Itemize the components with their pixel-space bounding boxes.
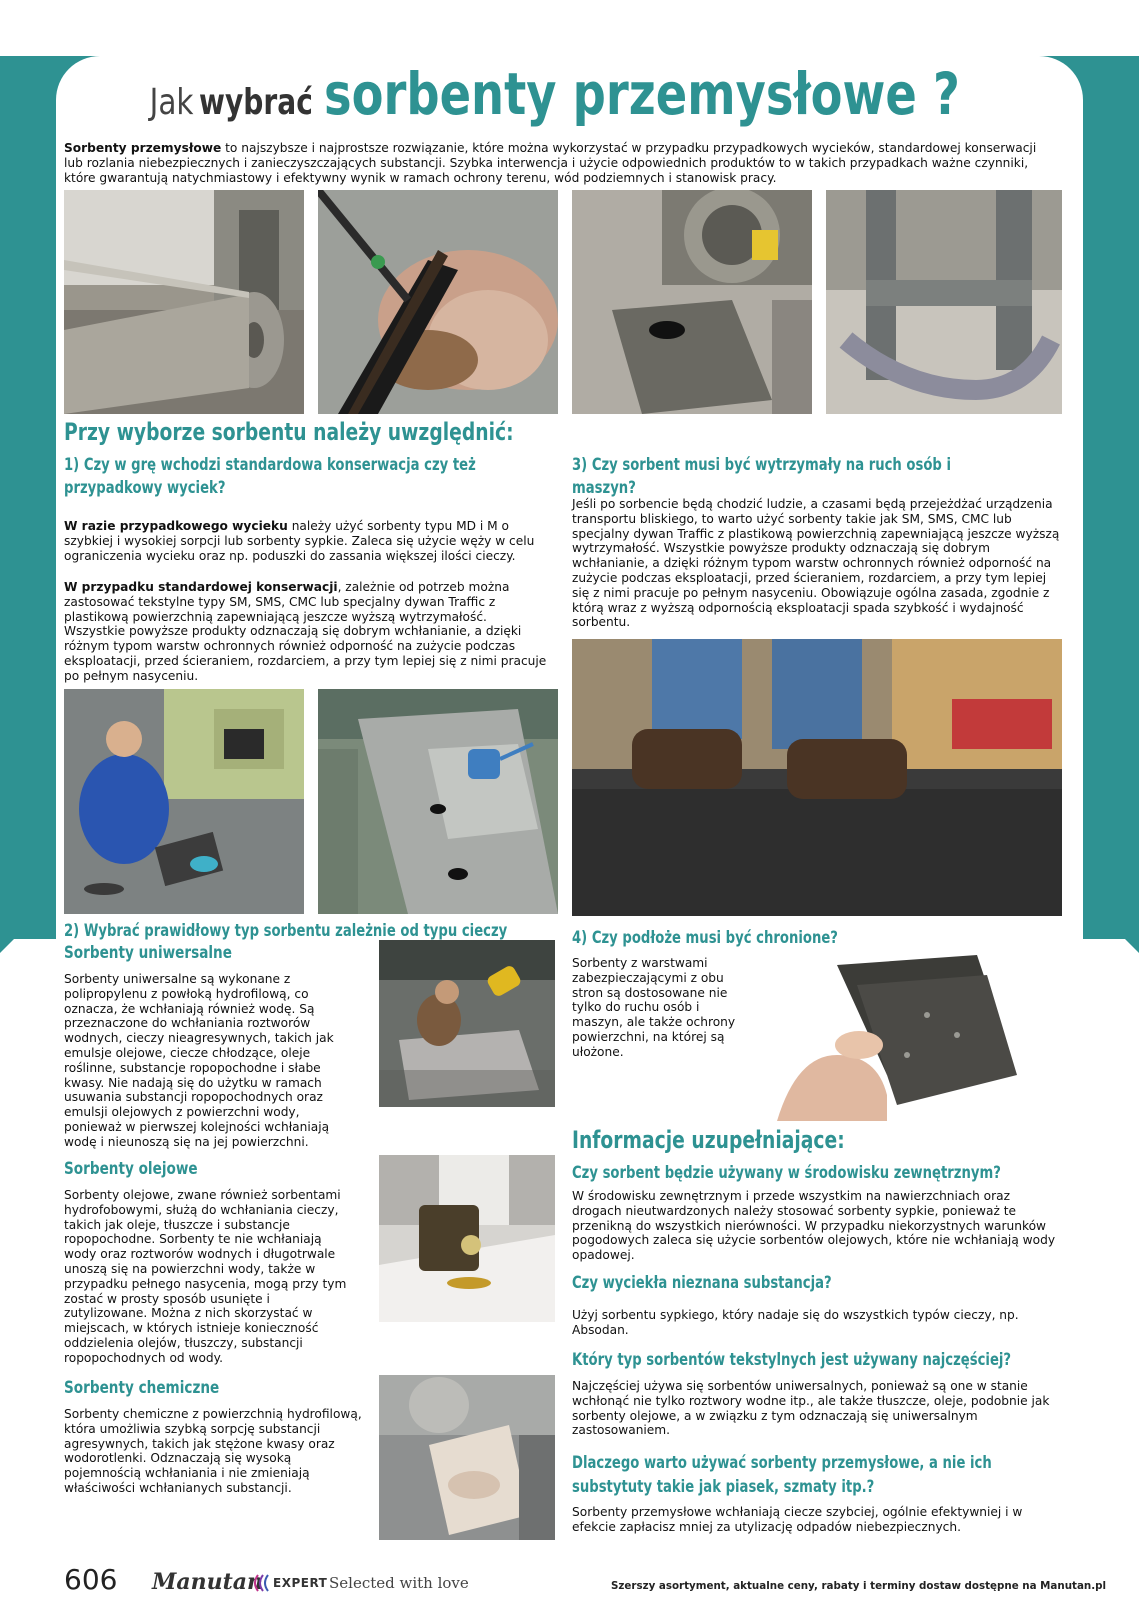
footer-info-text: Szerszy asortyment, aktualne ceny, rabaty i terminy dostaw dostępne na xyxy=(611,1580,1041,1592)
photo-oil-sorbent xyxy=(379,1155,555,1322)
page-number: 606 xyxy=(64,1563,118,1596)
title-part-1: Jak xyxy=(149,82,194,123)
title-part-2: wybrać xyxy=(198,82,313,123)
q2-heading: 2) Wybrać prawidłowy typ sorbentu zależnie od typu cieczy xyxy=(64,921,508,940)
photo-worker-cleaning xyxy=(64,689,304,914)
brand-expert-label: EXPERT xyxy=(273,1576,328,1590)
brand-waves-icon xyxy=(253,1573,273,1597)
footer-link[interactable]: Manutan.pl xyxy=(1040,1580,1107,1592)
intro-text: to najszybsze i najprostsze rozwiązanie, które można wykorzystać w przypadku przypadkowych wycieków, standardowej konserwacji lub rozlania niebezpiecznych i zanieczyszczających substancji. Szybka interwencja i użycie odpowiednich produktów to w takich przypadkach ważne czynniki, które gwarantują natychmiastowy i efektywny wynik w ramach ochrony terenu, wód podziemnych i stanowisk pracy. xyxy=(64,141,1037,185)
chemical-paragraph: Sorbenty chemiczne z powierzchnią hydrofilową, która umożliwia szybką sorpcję substancji agresywnych, takich jak stężone kwasy oraz wodorotlenki. Odznaczają się wysoką pojemnością wchłaniania i nie zmieniają właściwości wchłanianych substancji. xyxy=(64,1407,362,1495)
info-question-4-line-1: Dlaczego warto używać sorbenty przemysłowe, a nie ich xyxy=(572,1453,992,1472)
q1-paragraph-1 xyxy=(64,519,559,563)
q1-heading: 1) Czy w grę wchodzi standardowa konserwacja czy też przypadkowy wyciek? xyxy=(64,455,476,497)
photo-hand-holding-sorbent xyxy=(777,955,1025,1121)
q1-p2-lead: W przypadku standardowej konserwacji xyxy=(64,580,338,594)
q1-p1-lead: W razie przypadkowego wycieku xyxy=(64,519,288,533)
section-heading: Przy wyborze sorbentu należy uwzględnić: xyxy=(64,418,514,446)
q1-p1-text: należy użyć sorbenty typu MD i M o szybkiej i wysokiej sorpcji lub sorbenty sypkie. Zaleca się użycie węży w celu ograniczenia wycieku oraz np. poduszki do zassania większej ilości cieczy. xyxy=(64,519,535,563)
info-question-4-line-2: substytuty takie jak piasek, szmaty itp.? xyxy=(572,1477,875,1496)
q3-heading: 3) Czy sorbent musi być wytrzymały na ruch osób i maszyn? xyxy=(572,455,951,497)
brand-logo: Manutan xyxy=(152,1569,264,1595)
intro-paragraph xyxy=(64,141,1049,186)
q4-paragraph: Sorbenty z warstwami zabezpieczającymi z obu stron są dostosowane nie tylko do ruchu osób i maszyn, ale także ochrony powierzchni, na której są ułożone. xyxy=(572,956,736,1059)
photo-boots-on-mat xyxy=(572,639,1062,916)
intro-lead: Sorbenty przemysłowe xyxy=(64,141,222,155)
info-answer-1: W środowisku zewnętrznym i przede wszystkim na nawierzchniach oraz drogach nieutwardzonych należy stosować sorbenty sypkie, ponieważ te przenikną do wszystkich nierówności. W przypadku niekorzystnych warunków pogodowych zaleca się użycie sorbentów olejowych, które nie wchłaniają wody opadowej. xyxy=(572,1189,1056,1263)
photo-sorbent-roll xyxy=(64,190,304,414)
title-part-3: sorbenty przemysłowe ? xyxy=(323,60,960,128)
page-title xyxy=(56,60,1083,138)
photo-sock-around-machine xyxy=(826,190,1062,414)
q1-paragraph-2 xyxy=(64,580,549,684)
universal-paragraph: Sorbenty uniwersalne są wykonane z polipropylenu z powłoką hydrofilową, co oznacza, że wchłaniają również wodę. Są przeznaczone do wchłaniania roztworów wodnych, cieczy nieagresywnych, takich jak emulsje olejowe, ciecze chłodzące, oleje roślinne, substancje ropopochodne i słabe kwasy. Nie nadają się do użytku w ramach usuwania substancji ropopochodnych oraz emulsji olejowych z powierzchni wody, ponieważ w pierwszej kolejności wchłaniają wodę i nieunoszą się na jej powierzchni. xyxy=(64,972,334,1149)
q1-p2-text: , zależnie od potrzeb można zastosować tekstylne typy SM, SMS, CMC lub specjalny dywan Traffic z plastikową powierzchnią zapewniającą jeszcze wyższą wytrzymałość. Wszystkie powyższe produkty odznaczają się dobrym wchłanianie, a dzięki różnym typom warstw ochronnych również odporność na zużycie podczas eksploatacji, przed ścieraniem, rozdarciem, a przy tym lepiej się z nimi pracuje po pełnym nasyceniu. xyxy=(64,580,547,683)
info-question-3: Który typ sorbentów tekstylnych jest używany najczęściej? xyxy=(572,1350,1012,1369)
info-question-1: Czy sorbent będzie używany w środowisku zewnętrznym? xyxy=(572,1163,1001,1182)
photo-broom-granules xyxy=(318,190,558,414)
info-answer-2: Użyj sorbentu sypkiego, który nadaje się do wszystkich typów cieczy, np. Absodan. xyxy=(572,1308,1019,1337)
info-answer-3: Najczęściej używa się sorbentów uniwersalnych, ponieważ są one w stanie wchłonąć nie tylko roztwory wodne itp., ale także tłuszcze, oleje, podobnie jak sorbenty olejowe, a w związku z tym odznaczają się uniwersalnym zastosowaniem. xyxy=(572,1379,1050,1438)
info-answer-4: Sorbenty przemysłowe wchłaniają ciecze szybciej, ogólnie efektywniej i w efekcie zapłacisz mniej za utylizację odpadów niebezpiecznych. xyxy=(572,1505,1023,1534)
oil-paragraph: Sorbenty olejowe, zwane również sorbentami hydrofobowymi, służą do wchłaniania cieczy, takich jak oleje, tłuszcze i substancje ropopochodne. Sorbenty te nie wchłaniają wody oraz roztworów wodnych i długotrwale unoszą się na powierzchni wody, także w przypadku pełnego nasycenia, mogą przy tym zostać w prosty sposób usunięte i zutylizowane. Można z nich skorzystać w miejscach, w których istnieje konieczność oddzielenia olejów, tłuszczy, substancji ropopochodnych od wody. xyxy=(64,1188,347,1365)
universal-heading: Sorbenty uniwersalne xyxy=(64,943,232,963)
info-question-2: Czy wyciekła nieznana substancja? xyxy=(572,1273,832,1292)
brand-slogan: Selected with love xyxy=(329,1574,469,1592)
left-corner-accent xyxy=(0,891,62,953)
right-corner-accent xyxy=(1077,891,1139,953)
photo-machine-mat xyxy=(572,190,812,414)
footer-info xyxy=(611,1580,1106,1592)
oil-heading: Sorbenty olejowe xyxy=(64,1159,198,1179)
chemical-heading: Sorbenty chemiczne xyxy=(64,1378,220,1398)
q3-paragraph: Jeśli po sorbencie będą chodzić ludzie, a czasami będą przejeżdżać urządzenia transportu bliskiego, to warto użyć sorbenty takie jak SM, SMS, CMC lub specjalny dywan Traffic z plastikową powierzchnią zapewniającą jeszcze wyższą wytrzymałość. Wszystkie powyższe produkty odznaczają się dobrym wchłanianie, a dzięki różnym typom warstw ochronnych również odporność na zużycie podczas eksploatacji, przed ścieraniem, rozdarciem, a przy tym lepiej się z nimi pracuje po pełnym nasyceniu. Obowiązuje ogólna zasada, zgodnie z którą wraz z wyższą odpornością eksploatacji spada szybkość i wydajność sorbentu. xyxy=(572,497,1060,630)
photo-universal-sorbent xyxy=(379,940,555,1107)
photo-chemical-sorbent xyxy=(379,1375,555,1540)
q4-heading: 4) Czy podłoże musi być chronione? xyxy=(572,928,838,947)
photo-oil-can-mat xyxy=(318,689,558,914)
info-heading: Informacje uzupełniające: xyxy=(572,1126,845,1154)
